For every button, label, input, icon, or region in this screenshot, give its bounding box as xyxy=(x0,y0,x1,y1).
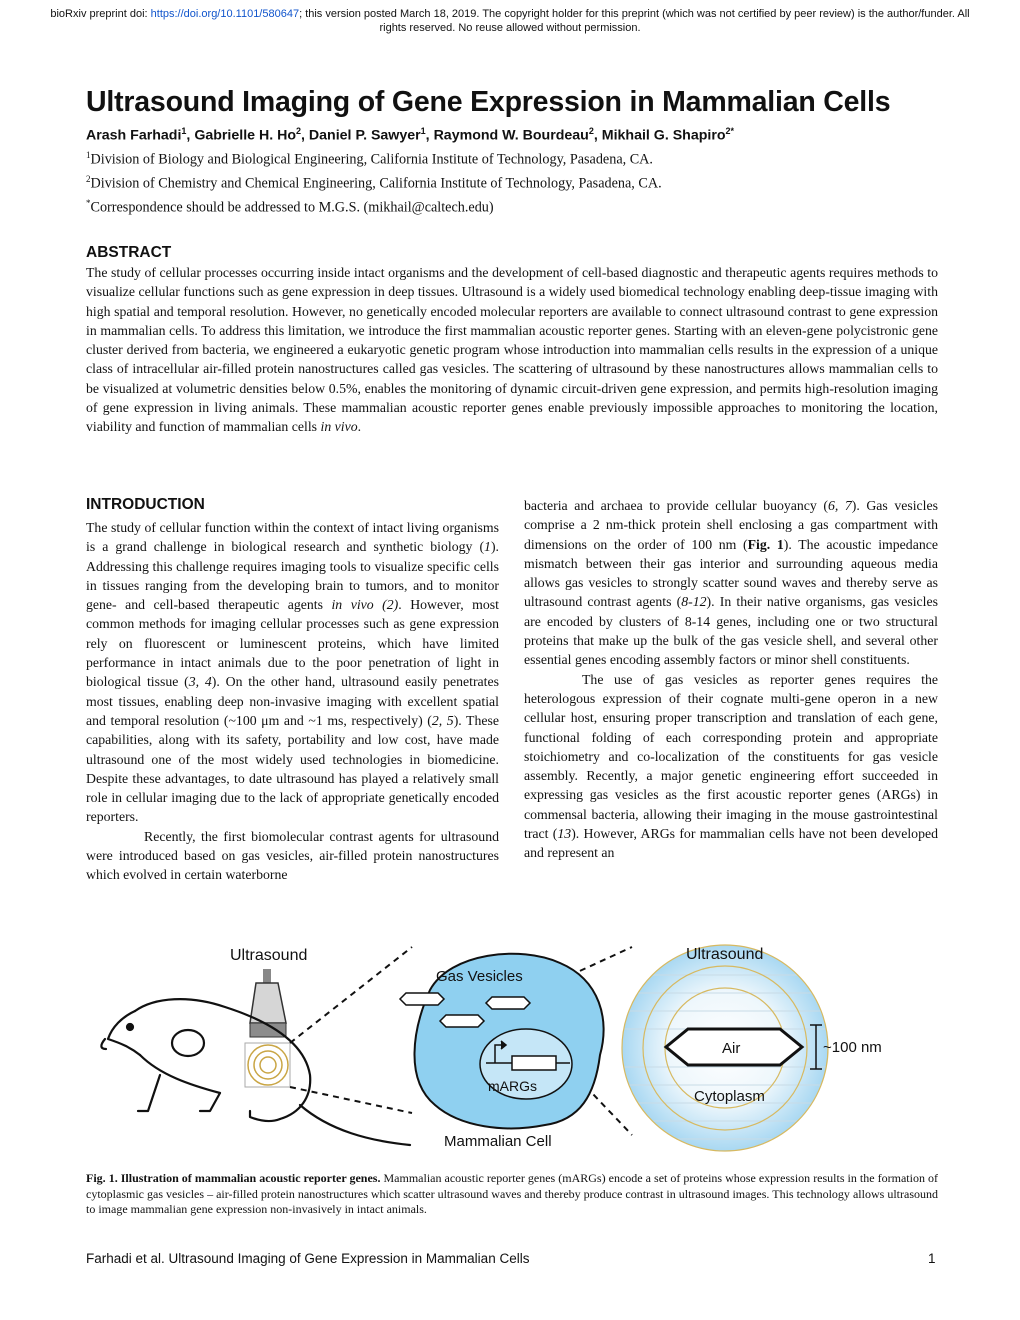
figure-1-illustration xyxy=(100,935,930,1165)
zoom-region-box xyxy=(245,1043,290,1087)
ultrasound-wave-rings xyxy=(248,1045,288,1085)
figure-reference: Fig. 1 xyxy=(747,536,784,552)
doi-link[interactable]: https://doi.org/10.1101/580647 xyxy=(150,8,300,20)
ultrasound-zoom-label: Ultrasound xyxy=(686,946,764,963)
intro-paragraph xyxy=(524,496,938,670)
author-affiliation-mark: 2* xyxy=(725,126,735,136)
abstract-end: . xyxy=(357,419,362,435)
author-affiliation-mark: 1 xyxy=(420,126,426,136)
citation: 13 xyxy=(557,826,572,842)
affiliation-line xyxy=(86,194,966,218)
paragraph-text: ). These capabilities, along with its safety, portability and low cost, have made ultrasound one of the most widely used technologies in biomedicine. Despite these advantages, to date ultrasound has played a relatively small role in cellular imaging due to the lack of appropriate genetically encoded reporters. xyxy=(86,712,499,825)
citation: 6, 7 xyxy=(827,498,852,513)
preprint-notice xyxy=(40,7,980,35)
paragraph-text: . However, most common methods for imaging cellular processes such as gene expression rely on fluorescent or luminescent proteins, which have limited performance in intact animals due to the poor penetration of light in biological tissue ( xyxy=(86,597,499,690)
ultrasound-probe xyxy=(250,969,286,1037)
abstract-text: The study of cellular processes occurring inside intact organisms and the development of cell-based diagnostic and therapeutic agents requires methods to visualize cellular functions such as gene expression in deep tissues. Ultrasound is a widely used biomedical technology enabling deep-tissue imaging with high spatial and temporal resolution. However, no genetically encoded molecular reporters are available to connect ultrasound contrast to gene expression in mammalian cells. To address this limitation, we introduce the first mammalian acoustic reporter genes. Starting with an eleven-gene polycistronic gene cluster derived from bacteria, we engineered a eukaryotic genetic program whose introduction into mammalian cells results in the expression of a unique class of intracellular air-filled protein nanostructures called gas vesicles. The scattering of ultrasound by these nanostructures allows mammalian cells to be visualized at volumetric densities below 0.5%, enables the monitoring of dynamic circuit-driven gene expression, and permits high-resolution imaging of gene expression in living animals. These mammalian acoustic reporter genes enable previously impossible approaches to monitoring the location, viability and function of mammalian cells xyxy=(86,265,938,435)
paragraph-text: The study of cellular function within the context of intact living organisms is a grand challenge in biological research and synthetic biology ( xyxy=(86,520,499,555)
abstract-body xyxy=(86,263,938,437)
size-label: ~100 nm xyxy=(823,1039,882,1056)
caption-title: Fig. 1. Illustration of mammalian acoustic reporter genes. xyxy=(86,1171,381,1185)
author-separator: , xyxy=(186,127,195,144)
paragraph-text: ). However, ARGs for mammalian cells have not been developed and represent an xyxy=(524,826,938,861)
affiliation-list xyxy=(86,146,966,219)
author-name: Mikhail G. Shapiro xyxy=(601,127,726,144)
paragraph-text: ). On the other hand, ultrasound easily penetrates most tissues, enabling deep non-invasive imaging with excellent spatial and temporal resolution (~100 μm and ~1 ms, respectively) ( xyxy=(86,674,499,728)
author-affiliation-mark: 2 xyxy=(588,126,594,136)
citation: in vivo (2) xyxy=(331,597,399,613)
author-affiliation-mark: 2 xyxy=(296,126,302,136)
intro-paragraph xyxy=(524,670,938,863)
citation: 1 xyxy=(484,539,491,555)
paragraph-text: Recently, the first biomolecular contrast agents for ultrasound were introduced based on gas vesicles, air-filled protein nanostructures which evolved in certain waterborne xyxy=(86,828,499,883)
paragraph-text: bacteria and archaea to provide cellular buoyancy ( xyxy=(524,498,828,513)
cytoplasm-label: Cytoplasm xyxy=(694,1088,765,1105)
abstract-italic: in vivo xyxy=(320,419,358,435)
air-label: Air xyxy=(722,1040,741,1057)
author-affiliation-mark: 1 xyxy=(181,126,187,136)
author-name: Arash Farhadi xyxy=(86,127,182,144)
citation: 2, 5 xyxy=(431,712,454,728)
paragraph-text: ). Gas vesicles comprise a 2 nm-thick protein shell enclosing a gas compartment with dimensions on the order of 100 nm ( xyxy=(524,498,939,552)
author-separator: , xyxy=(425,127,434,144)
paper-title: Ultrasound Imaging of Gene Expression in Mammalian Cells xyxy=(86,86,891,118)
running-footer: Farhadi et al. Ultrasound Imaging of Gene Expression in Mammalian Cells xyxy=(86,1251,530,1266)
intro-paragraph xyxy=(86,518,499,827)
affiliation-text: Division of Biology and Biological Engineering, California Institute of Technology, Pasadena, CA. xyxy=(90,151,653,168)
affiliation-mark: * xyxy=(86,198,91,209)
affiliation-mark: 2 xyxy=(86,174,91,185)
margs-label: mARGs xyxy=(488,1078,537,1094)
page-number: 1 xyxy=(928,1251,936,1266)
paragraph-text: The use of gas vesicles as reporter genes requires the heterologous expression of their cognate multi-gene operon in a new cellular host, ensuring proper transcription and translation of each gene, functional folding of each corresponding protein and appropriate stoichiometry and co-localization of the constituents for gas vesicle assembly. Recently, a major genetic engineering effort succeeded in expressing gas vesicles as the first acoustic reporter genes (ARGs) in commensal bacteria, allowing their imaging in the mouse gastrointestinal tract ( xyxy=(524,671,938,842)
author-name: Raymond W. Bourdeau xyxy=(433,127,589,144)
figure-caption xyxy=(86,1171,938,1218)
intro-right-column xyxy=(524,496,938,863)
ultrasound-label: Ultrasound xyxy=(230,947,308,964)
gas-vesicles-label: Gas Vesicles xyxy=(436,968,523,985)
introduction-heading: INTRODUCTION xyxy=(86,496,205,513)
author-name: Gabrielle H. Ho xyxy=(194,127,297,144)
affiliation-text: Correspondence should be addressed to M.G.S. (mikhail@caltech.edu) xyxy=(90,200,494,217)
intro-paragraph xyxy=(86,827,499,885)
citation: 3, 4 xyxy=(188,674,212,690)
affiliation-mark: 1 xyxy=(86,150,91,160)
author-separator: , xyxy=(593,127,602,144)
paragraph-text: ). The acoustic impedance mismatch between their gas interior and surrounding aqueous media allows gas vesicles to strongly scatter sound waves and thereby serve as ultrasound contrast agents ( xyxy=(524,536,938,610)
author-separator: , xyxy=(301,127,309,144)
notice-suffix: ; this version posted March 18, 2019. The copyright holder for this preprint (which was not certified by peer review) is the author/funder. All rights reserved. No reuse allowed without permission. xyxy=(299,8,970,34)
mammalian-cell-label: Mammalian Cell xyxy=(444,1133,552,1150)
abstract-heading: ABSTRACT xyxy=(86,244,172,261)
paragraph-text: ). Addressing this challenge requires imaging tools to visualize specific cells in tissues ranging from the developing brain to tumors, and to monitor gene- and cell-based therapeutic agents xyxy=(86,539,499,613)
caption-text: Mammalian acoustic reporter genes (mARGs) encode a set of proteins whose expression results in the formation of cytoplasmic gas vesicles – air-filled protein nanostructures which scatter ultrasound waves and thereby produce contrast in ultrasound images. This technology allows ultrasound to image mammalian gene expression non-invasively in intact animals. xyxy=(86,1171,938,1216)
author-list xyxy=(86,126,966,144)
notice-prefix: bioRxiv preprint doi: xyxy=(50,8,151,20)
citation: 8-12 xyxy=(681,594,707,610)
intro-left-column xyxy=(86,518,499,885)
affiliation-text: Division of Chemistry and Chemical Engineering, California Institute of Technology, Pasadena, CA. xyxy=(90,175,662,192)
affiliation-line xyxy=(86,170,966,194)
author-name: Daniel P. Sawyer xyxy=(308,127,421,144)
paragraph-text: ). In their native organisms, gas vesicles are encoded by clusters of 8-14 genes, including one or two structural proteins that make up the bulk of the gas vesicle shell, and several other essential genes encoding assembly factors or minor shell constituents. xyxy=(524,594,938,668)
affiliation-line xyxy=(86,146,966,170)
